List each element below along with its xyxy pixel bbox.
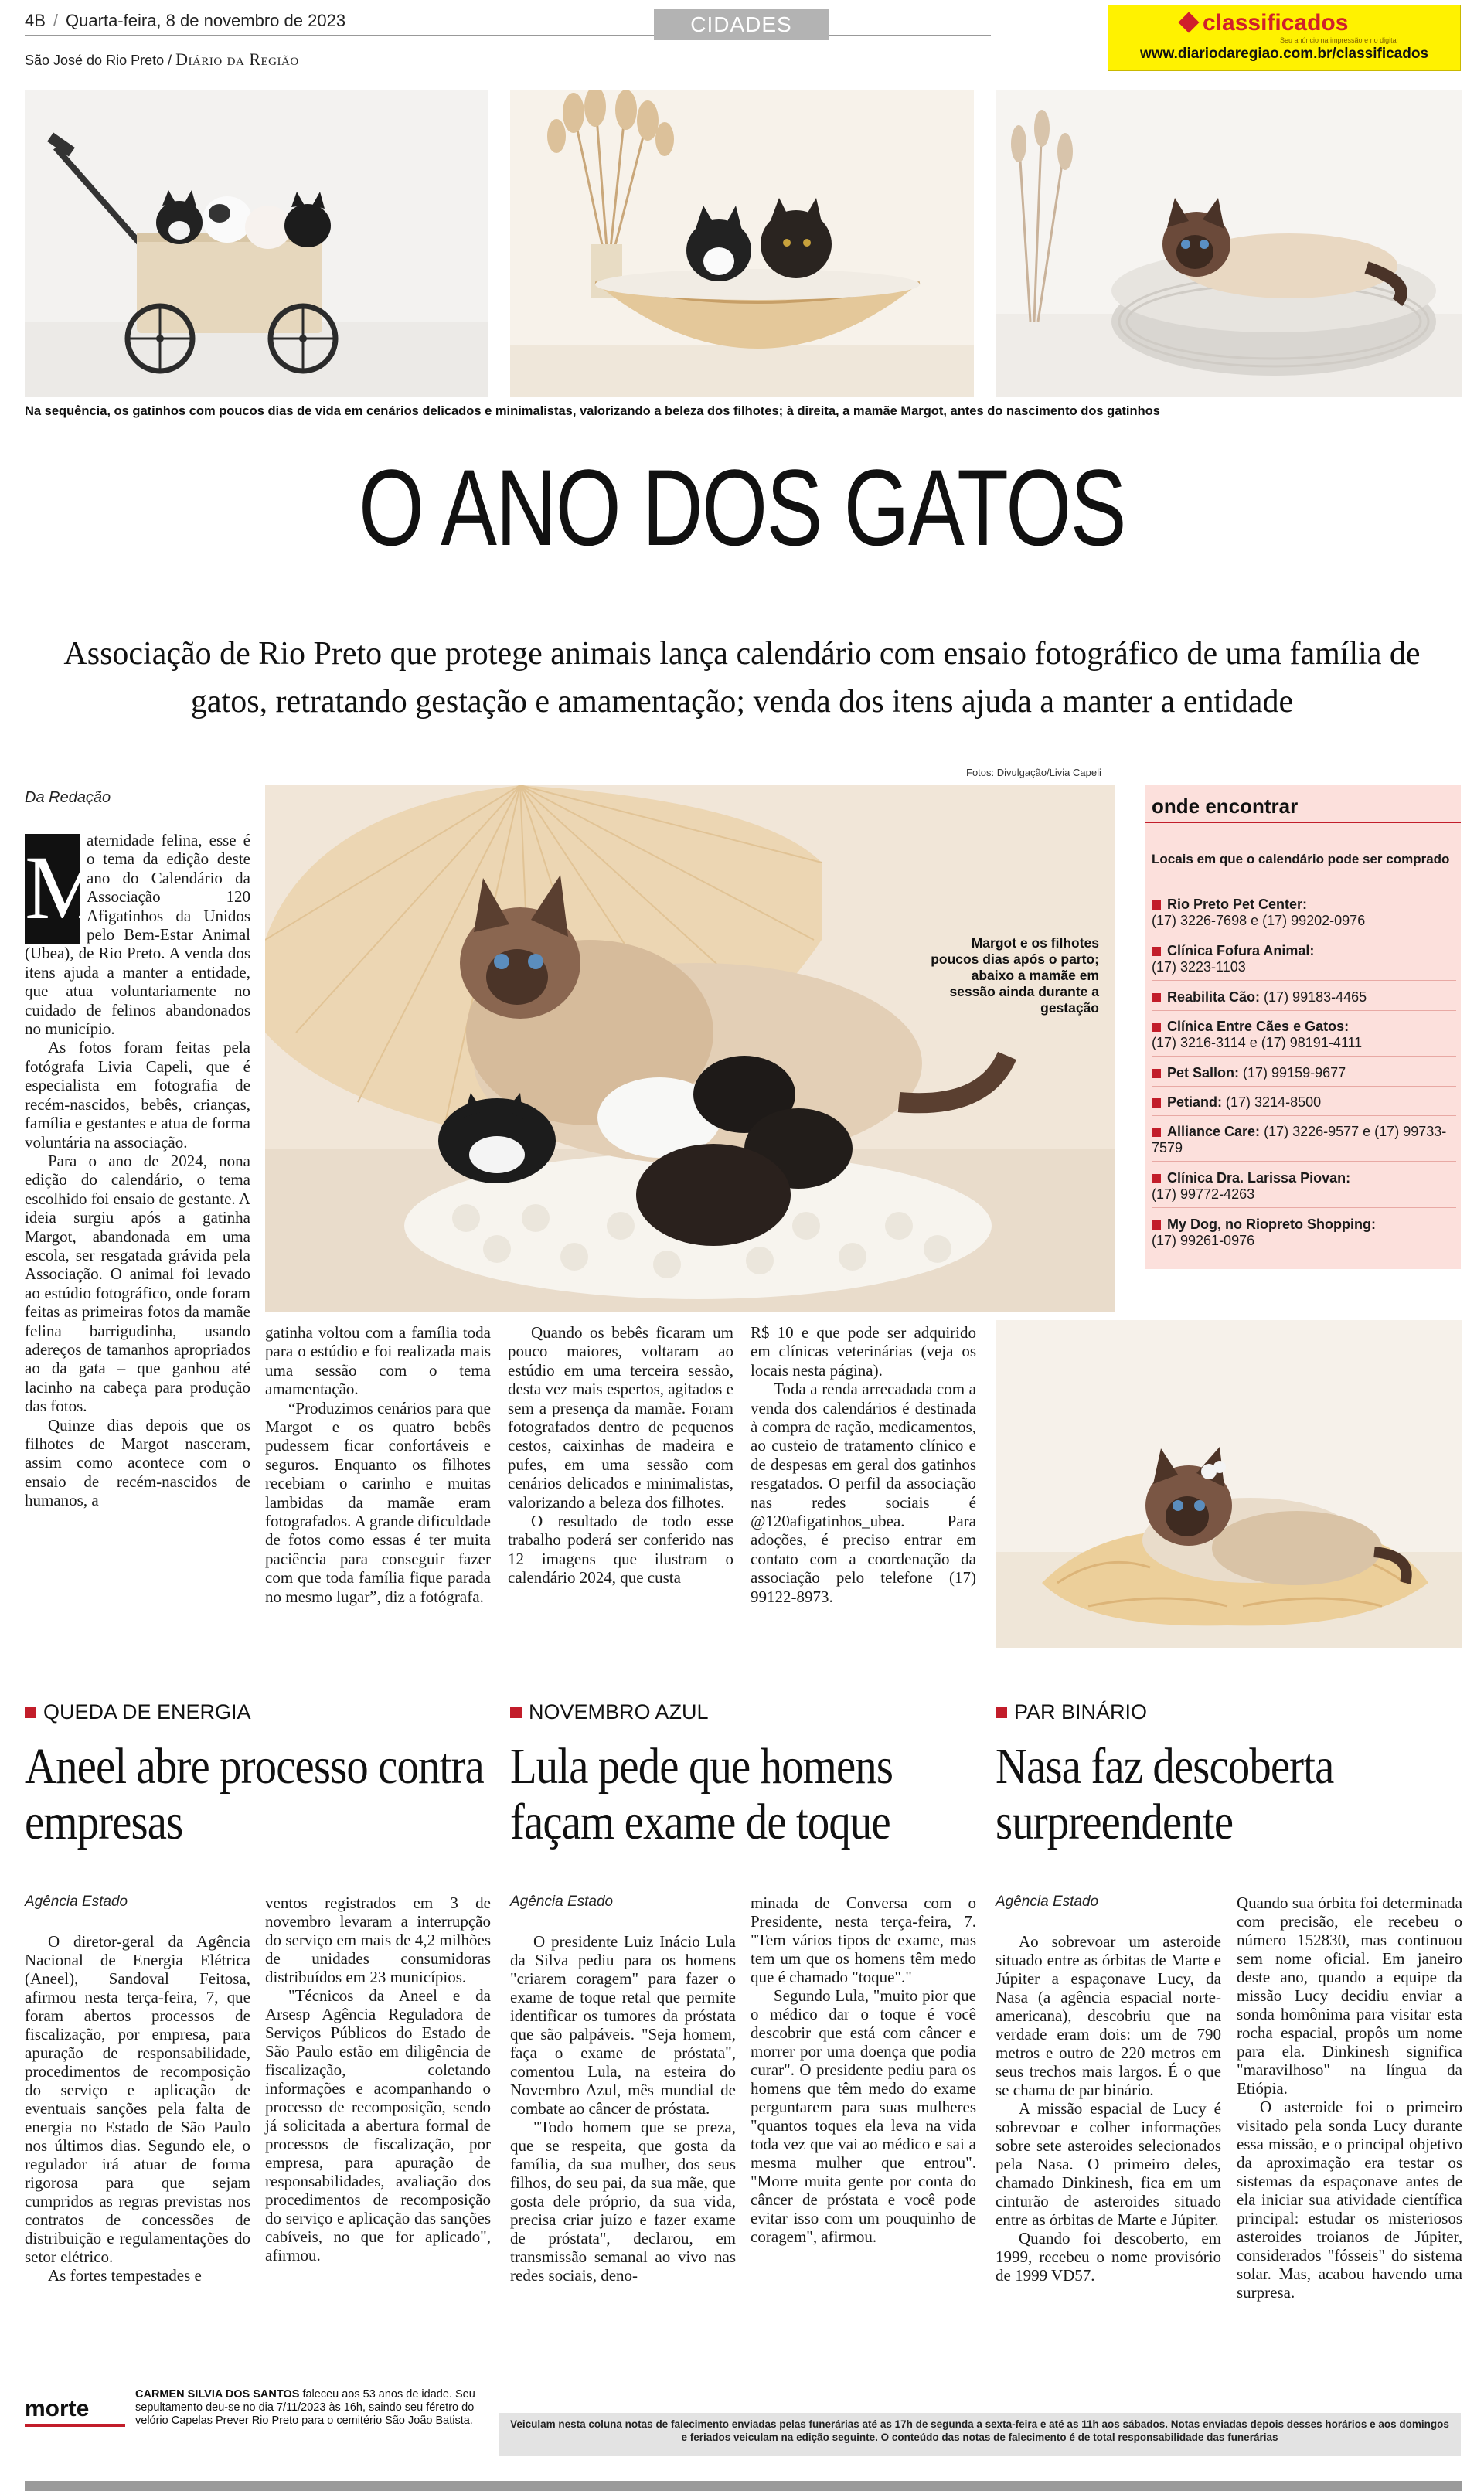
photo-kittens-bowl xyxy=(510,90,974,397)
bullet-icon xyxy=(1152,1023,1161,1032)
article-headline: Nasa faz descoberta surpreendente xyxy=(996,1738,1334,1850)
cube-logo-icon xyxy=(1178,12,1199,32)
bullet-icon xyxy=(1152,900,1161,910)
issue-date: Quarta-feira, 8 de novembro de 2023 xyxy=(66,11,346,30)
top-photos-caption: Na sequência, os gatinhos com poucos dias de vida em cenários delicados e minimalistas, valorizando a beleza dos filhotes; à direita, a mamãe Margot, antes do nascimento dos gatinhos xyxy=(25,404,1160,418)
article-tag: QUEDA DE ENERGIA xyxy=(25,1700,251,1724)
newspaper-name: Diário da Região xyxy=(175,49,299,69)
bullet-icon xyxy=(1152,1128,1161,1137)
main-article-column-4: R$ 10 e que pode ser adquirido em clínicas veterinárias (veja os locais nesta página). Toda a renda arrecadada com a venda dos calendários é destinada à compra de ração, medicamentos, ao custeio de tratamento clínico e de despesas em geral dos gatinhos resgatados. O perfil da associação nas redes sociais é @120afigatinhos_ubea. Para adoções, é preciso entrar em contato com a coordenação da associação pelo telefone (17) 99122-8973. xyxy=(751,1323,976,1606)
article-column: Quando sua órbita foi determinada com precisão, ele recebeu o número 152830, mas continuou sem nome oficial. Em janeiro deste ano, quando a equipe da missão Lucy decidiu enviar a sonda homônima para visitar esta rocha espacial, propôs um nome para ela. Dinkinesh significa "maravilhoso" na língua da Etiópia. O asteroide foi o primeiro visitado pela sonda Lucy durante essa missão, e o principal objetivo da aproximação era testar os sistemas da espaçonave antes de ela iniciar sua atividade científica principal: estudar os misteriosos asteroides troianos de Júpiter, considerados "fósseis" do sistema solar. Mas, acabou havendo uma surpresa. xyxy=(1237,1894,1462,2302)
bullet-icon xyxy=(1152,993,1161,1002)
article-tag: PAR BINÁRIO xyxy=(996,1700,1147,1724)
main-article-column-1: M aternidade felina, esse é o tema da edição deste ano do Calendário da Associação 120 Afigatinhos da Unidos pelo Bem-Estar Animal (Ubea), de Rio Preto. A venda dos itens ajuda a manter a entidade, que atua voluntariamente no cuidado de felinos abandonados no município. As fotos foram feitas pela fotógrafa Livia Capeli, que é especialista em fotografia de recém-nascidos, bebês, crianças, família e gestantes e atua de forma voluntária na associação. Para o ano de 2024, nona edição do calendário, o tema escolhido foi ensaio de gestante. A ideia surgiu após a gatinha Margot, abandonada em uma escola, ser resgatada grávida pela Associação. O animal foi levado ao estúdio fotográfico, onde foram feitas as primeiras fotos da mamãe felina barrigudinha, usando adereços de tamanhos apropriados ao da gata – que ganhou até lacinho na cabeça para produção das fotos. Quinze dias depois que os filhotes de Margot nasceram, assim como acontece com o ensaio de recém-nascidos de humanos, a xyxy=(25,831,250,1510)
article-tag: NOVEMBRO AZUL xyxy=(510,1700,709,1724)
store-item: Petiand: (17) 3214-8500 xyxy=(1152,1094,1456,1116)
funeral-homes-notice: Veiculam nesta coluna notas de falecimento enviadas pelas funerárias até as 17h de segunda a sexta-feira e até as 11h aos sábados. Notas enviadas depois desses horários e aos domingos e feriados veiculam na edição seguinte. O conteúdo das notas de falecimento é de total responsabilidade das funerárias xyxy=(499,2413,1461,2456)
obituary-notice xyxy=(135,2388,487,2428)
where-to-buy-intro: Locais em que o calendário pode ser comprado xyxy=(1152,852,1450,866)
article-column: ventos registrados em 3 de novembro levaram a interrupção do serviço em mais de 4,2 milhões de unidades consumidoras distribuídos em 23 municípios. "Técnicos da Aneel e da Arsesp Agência Reguladora de Serviços Públicos do Estado de São Paulo estão em diligência de fiscalização, coletando informações e acompanhando o processo de recomposição, sendo já solicitada a abertura formal de processos de fiscalização, por empresa, para apuração de responsabilidades, avaliação dos procedimentos de recomposição do serviço e aplicação das sanções cabíveis, no que for aplicado", afirmou. xyxy=(265,1894,491,2265)
bullet-icon xyxy=(1152,1098,1161,1108)
bullet-icon xyxy=(1152,1220,1161,1230)
main-subheadline: Associação de Rio Preto que protege animais lança calendário com ensaio fotográfico de uma família de gatos, retratando gestação e amamentação; venda dos itens ajuda a manter a entidade xyxy=(63,636,1421,720)
where-to-buy-title: onde encontrar xyxy=(1152,795,1298,818)
classifieds-url[interactable]: www.diariodaregiao.com.br/classificados xyxy=(1139,46,1429,62)
main-article-column-2: gatinha voltou com a família toda para o estúdio e foi realizada mais uma sessão com o tema amamentação. “Produzimos cenários para que Margot e os quatro bebês pudessem ficar confortáveis e seguros. Enquanto os filhotes recebiam o carinho e muitas lambidas da mamãe eram fotografados. A grande dificuldade de fotos como essas é ter muita paciência para conseguir fazer com que toda família fique parada no mesmo lugar”, diz a fotógrafa. xyxy=(265,1323,491,1606)
store-item: Rio Preto Pet Center: (17) 3226-7698 e (17) 99202-0976 xyxy=(1152,897,1456,934)
page-number: 4B xyxy=(25,11,46,30)
photo-margot-nursing xyxy=(265,785,1115,1312)
page-header-top: 4B / Quarta-feira, 8 de novembro de 2023 xyxy=(25,11,346,30)
article-column: minada de Conversa com o Presidente, nesta terça-feira, 7. "Tem vários tipos de exame, mas tem um que os homens têm medo que é chamado "toque"." Segundo Lula, "muito pior que o médico dar o toque é você descobrir que está com câncer e morrer por uma doença que podia curar". O presidente pediu para os homens que têm medo do exame perguntarem para suas mulheres "quantos toques ela leva na vida toda vez que vai ao médico e sai a mesma mulher que entrou". "Morre muita gente por conta do câncer de próstata e você pode evitar isso com um pouquinho de coragem", afirmou. xyxy=(751,1894,976,2246)
bullet-icon xyxy=(1152,947,1161,956)
article-agency: Agência Estado xyxy=(510,1894,614,1910)
page-header-bottom: São José do Rio Preto / Diário da Região xyxy=(25,49,299,69)
article-headline: Aneel abre processo contra empresas xyxy=(25,1738,484,1850)
article-agency: Agência Estado xyxy=(25,1894,128,1910)
square-icon xyxy=(25,1707,36,1718)
store-item: My Dog, no Riopreto Shopping: (17) 99261-0976 xyxy=(1152,1217,1376,1248)
bottom-bar xyxy=(25,2481,1462,2491)
store-item: Alliance Care: (17) 3226-9577 e (17) 99733-7579 xyxy=(1152,1124,1456,1162)
store-item: Clínica Dra. Larissa Piovan: (17) 99772-4263 xyxy=(1152,1170,1456,1208)
city-name: São José do Rio Preto xyxy=(25,53,165,68)
main-byline: Da Redação xyxy=(25,789,111,806)
article-column: O presidente Luiz Inácio Lula da Silva pediu para os homens "criarem coragem" para fazer o exame de toque retal que permite identificar os tumores da próstata que são palpáveis. "Seja homem, faça o exame de próstata", comentou Lula, na esteira do Novembro Azul, mês mundial de combate ao câncer de próstata. "Todo homem que se preza, que se respeita, que gosta da família, da sua mulher, dos seus filhos, do seu pai, da sua mãe, que gosta dele próprio, da sua vida, precisa criar juízo e fazer exame de próstata", declarou, em transmissão semanal ao vivo nas redes sociais, deno- xyxy=(510,1932,736,2285)
square-icon xyxy=(996,1707,1007,1718)
article-headline: Lula pede que homens façam exame de toque xyxy=(510,1738,893,1850)
main-article-column-3: Quando os bebês ficaram um pouco maiores, voltaram ao estúdio em uma terceira sessão, desta vez mais espertos, agitados e sem a presença da mamãe. Foram fotografados dentro de pequenos cestos, caixinhas de madeira e pufes, em uma sessão com cenários delicados e minimalistas, valorizando a beleza dos filhotes. O resultado de todo esse trabalho poderá ser conferido nas 12 imagens que ilustram o calendário 2024, que custa xyxy=(508,1323,733,1588)
store-item: Reabilita Cão: (17) 99183-4465 xyxy=(1152,989,1456,1011)
photo-margot-pregnant xyxy=(996,1320,1462,1648)
main-photo-caption: Margot e os filhotes poucos dias após o parto; abaixo a mamãe em sessão ainda durante a gestação xyxy=(931,935,1099,1016)
article-column: O diretor-geral da Agência Nacional de Energia Elétrica (Aneel), Sandoval Feitosa, afirmou nesta terça-feira, 7, que foram abertos processos de fiscalização, por empresa, para apuração de responsabilidade, procedimentos de recomposição do serviço e aplicação de eventuais sanções pela falta de energia no Estado de São Paulo nos últimos dias. Segundo ele, o regulador irá atuar de forma rigorosa para que sejam cumpridos as regras previstas nos contratos de concessões de distribuição e regulamentações do setor elétrico. As fortes tempestades e xyxy=(25,1932,250,2285)
section-label: CIDADES xyxy=(654,9,829,40)
bullet-icon xyxy=(1152,1069,1161,1078)
title-rule xyxy=(1145,822,1461,823)
square-icon xyxy=(510,1707,522,1718)
photo-margot-pouf xyxy=(996,90,1462,397)
article-agency: Agência Estado xyxy=(996,1894,1099,1910)
obituary-name: CARMEN SILVIA DOS SANTOS xyxy=(135,2388,300,2401)
classifieds-logo: classificados xyxy=(1179,10,1348,36)
obituary-section-label: morte xyxy=(25,2396,125,2427)
classifieds-tagline: Seu anúncio na impressão e no digital xyxy=(1280,36,1398,44)
bullet-icon xyxy=(1152,1174,1161,1183)
header-divider xyxy=(25,35,991,36)
store-item: Clínica Entre Cães e Gatos: (17) 3216-3114 e (17) 98191-4111 xyxy=(1152,1019,1456,1057)
obituary-text: faleceu aos 53 anos de idade. Seu sepultamento deu-se no dia 7/11/2023 às 16h, saindo seu féretro do velório Capelas Prever Rio Preto para o cemitério São João Batista. xyxy=(135,2388,475,2427)
where-to-buy-box xyxy=(1145,785,1461,1269)
classifieds-banner[interactable] xyxy=(1108,5,1461,71)
photo-credit: Fotos: Divulgação/Livia Capeli xyxy=(966,767,1101,778)
article-column: Ao sobrevoar um asteroide situado entre as órbitas de Marte e Júpiter a espaçonave Lucy, da Nasa (a agência espacial norte-americana), descobriu que na verdade eram dois: um de 790 metros e outro de 220 metros em seus trechos mais largos. É o que se chama de par binário. A missão espacial de Lucy é sobrevoar e colher informações sobre sete asteroides selecionados pela Nasa. O primeiro deles, chamado Dinkinesh, fica em um cinturão de asteroides situado entre as órbitas de Marte e Júpiter. Quando foi descoberto, em 1999, recebeu o nome provisório de 1999 VD57. xyxy=(996,1932,1221,2285)
store-item: Clínica Fofura Animal: (17) 3223-1103 xyxy=(1152,943,1456,981)
main-headline: O ANO DOS GATOS xyxy=(359,447,1125,568)
photo-kittens-wagon xyxy=(25,90,488,397)
drop-cap: M xyxy=(25,834,80,944)
store-item: Pet Sallon: (17) 99159-9677 xyxy=(1152,1065,1456,1087)
